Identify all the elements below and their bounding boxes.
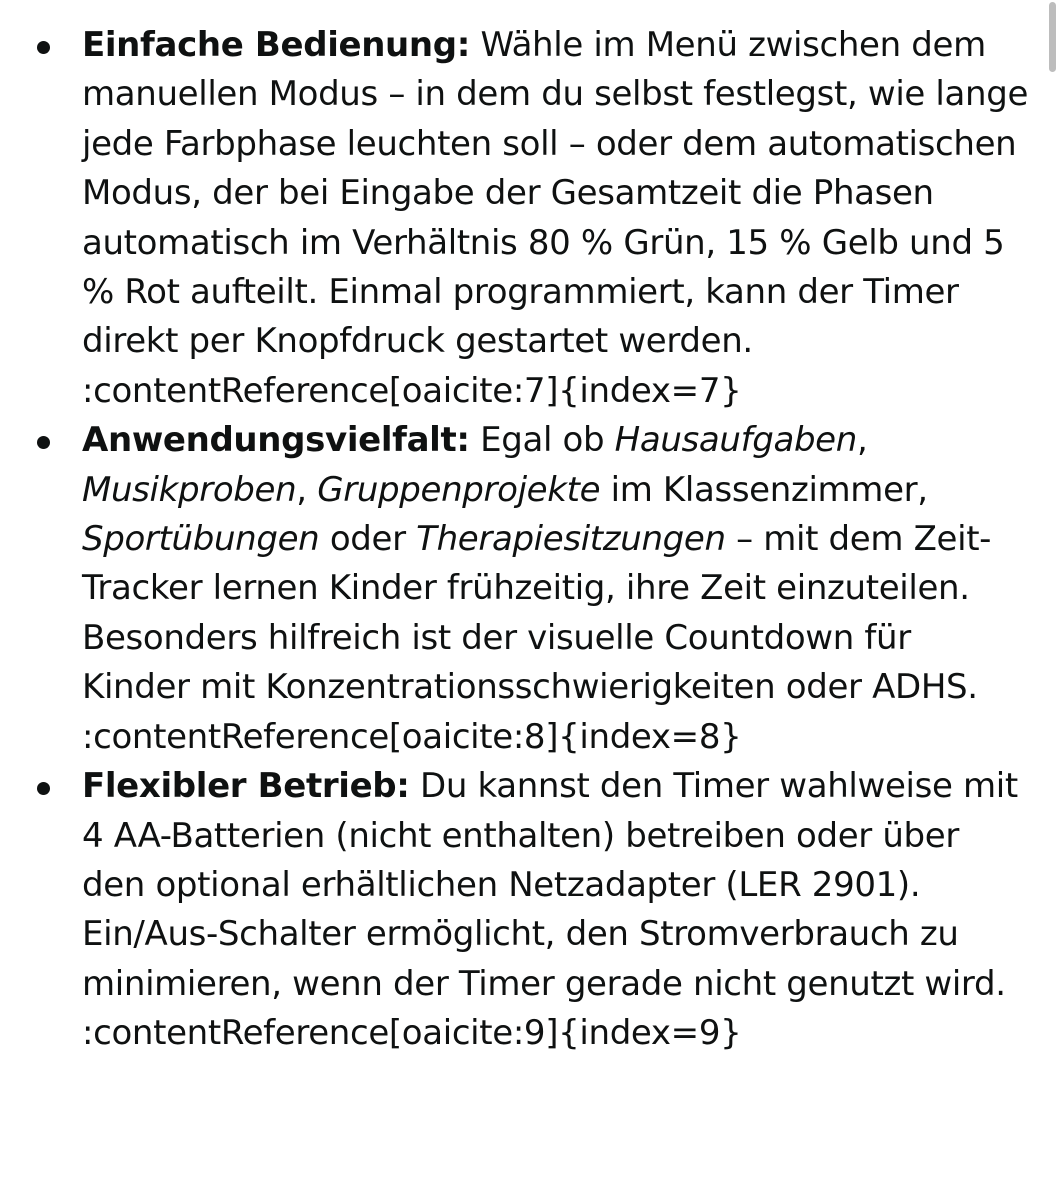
product-description — [0, 21, 1040, 1059]
bullet-icon — [37, 436, 50, 449]
bullet-item-versatility — [0, 416, 1040, 762]
bullet-text: , — [296, 469, 318, 510]
bullet-item-flexible-operation — [0, 762, 1040, 1058]
scrollbar-thumb[interactable] — [1049, 2, 1056, 72]
emphasis-therapy-sessions: Therapiesitzungen — [416, 519, 726, 560]
bullet-icon — [37, 41, 50, 54]
bullet-lead: Einfache Bedienung: — [82, 25, 471, 65]
bullet-text: , — [856, 420, 868, 461]
bullet-text: – mit dem Zeit-Tracker lernen Kinder frühzeitig, ihre Zeit einzuteilen. Besonders hilfreich ist der visuelle Countdown für Kinder mit Konzentrationsschwierigkeiten oder ADHS. — [82, 519, 992, 708]
content-reference: :contentReference[oaicite:7]{index=7} — [82, 370, 742, 411]
content-reference: :contentReference[oaicite:8]{index=8} — [82, 716, 742, 757]
emphasis-group-projects: Gruppenprojekte — [317, 469, 601, 510]
emphasis-homework: Hausaufgaben — [614, 420, 857, 461]
bullet-text: Egal ob — [469, 420, 615, 461]
bullet-lead: Flexibler Betrieb: — [82, 766, 410, 807]
emphasis-sports-exercises: Sportübungen — [82, 519, 320, 560]
bullet-text: oder — [319, 519, 417, 560]
bullet-text: Du kannst den Timer wahlweise mit 4 AA-Batterien (nicht enthalten) betreiben oder über den optional erhältlichen Netzadapter (LER 2901). Ein/Aus-Schalter ermöglicht, den Stromverbrauch zu minimieren, wenn der Timer gerade nicht genutzt wird. — [82, 766, 1018, 1004]
bullet-text: Wähle im Menü zwischen dem manuellen Modus – in dem du selbst festlegst, wie lange jede Farbphase leuchten soll – oder dem automatischen Modus, der bei Eingabe der Gesamtzeit die Phasen automatisch im Verhältnis 80 % Grün, 15 % Gelb und 5 % Rot aufteilt. Einmal programmiert, kann der Timer direkt per Knopfdruck gestartet werden. — [82, 25, 1029, 362]
bullet-item-easy-operation — [0, 21, 1040, 416]
bullet-lead: Anwendungsvielfalt: — [82, 420, 470, 461]
emphasis-music-rehearsals: Musikproben — [82, 469, 297, 510]
feature-bullet-list — [0, 21, 1040, 1059]
content-reference: :contentReference[oaicite:9]{index=9} — [82, 1013, 742, 1054]
bullet-icon — [37, 782, 50, 795]
bullet-text: im Klassenzimmer, — [600, 469, 928, 510]
